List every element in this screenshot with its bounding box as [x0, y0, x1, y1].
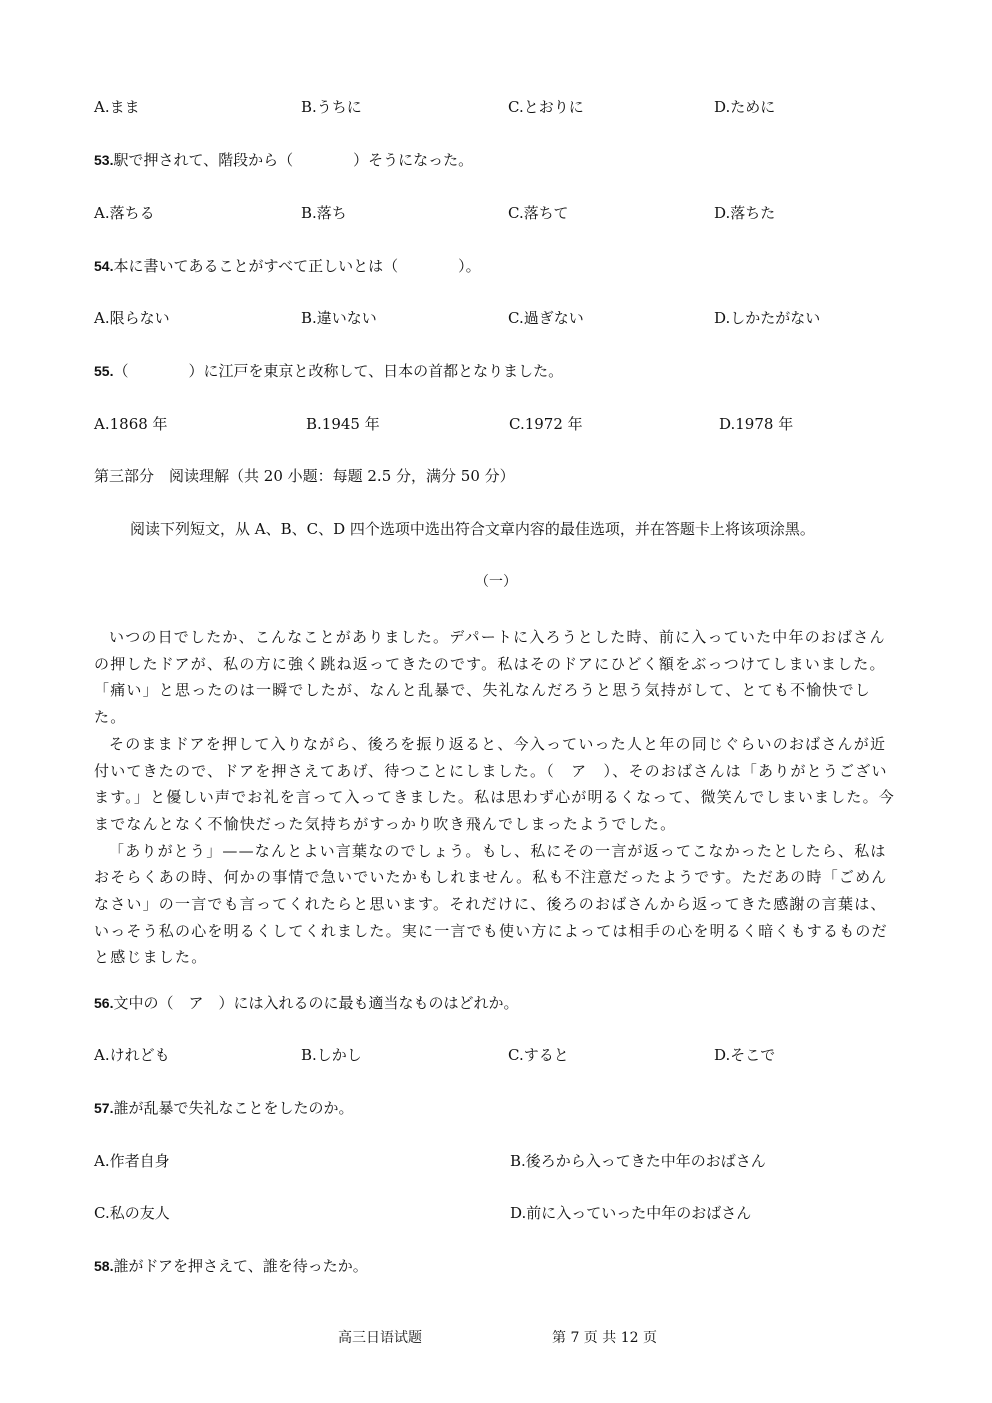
q52-option-d: D.ために [714, 98, 776, 116]
q54-option-b: B.違いない [301, 309, 377, 327]
passage-paragraph: そのままドアを押して入りながら、後ろを振り返ると、今入っていった人と年の同じぐらいのおばさんが近付いてきたので、ドアを押さえてあげ、待つことにしました。（ ア ）、そのおばさんは「ありがとうございます。」と優しい声でお礼を言って入ってきました。私は思わず心が明るくなって、微笑んでしまいました。今までなんとなく不愉快だった気持ちがすっかり吹き飛んでしまったようでした。 [94, 734, 896, 833]
section-instruction: 阅读下列短文，从 A、B、C、D 四个选项中选出符合文章内容的最佳选项，并在答题卡上将该项涂黑。 [130, 520, 815, 538]
passage-paragraph: いつの日でしたか、こんなことがありました。デパートに入ろうとした時、前に入っていた中年のおばさんの押したドアが、私の方に強く跳ね返ってきたのです。私はそのドアにひどく額をぶっつけてしまいました。「痛い」と思ったのは一瞬でしたが、なんと乱暴で、失礼なんだろうと思う気持がして、とても不愉快でした。 [94, 628, 886, 727]
q56-question: 56.文中の（ ア ）には入れるのに最も適当なものはどれか。 [94, 994, 519, 1012]
q56-option-a: A.けれども [94, 1046, 170, 1064]
q52-option-c: C.とおりに [508, 98, 584, 116]
q54-option-a: A.限らない [94, 309, 170, 327]
q56-option-c: C.すると [508, 1046, 569, 1064]
q52-option-a: A.まま [94, 98, 140, 116]
section-title: 第三部分 阅读理解（共 20 小题：每题 2.5 分，满分 50 分） [94, 467, 515, 485]
passage-label: （一） [475, 574, 517, 590]
q54-option-d: D.しかたがない [714, 309, 821, 327]
q53-option-d: D.落ちた [714, 204, 776, 222]
q57-question: 57.誰が乱暴で失礼なことをしたのか。 [94, 1099, 354, 1117]
q53-option-b: B.落ち [301, 204, 347, 222]
q55-option-d: D.1978 年 [719, 415, 794, 433]
q58-question: 58.誰がドアを押さえて、誰を待ったか。 [94, 1257, 368, 1275]
q55-option-b: B.1945 年 [306, 415, 380, 433]
footer-page-number: 第 7 页 共 12 页 [552, 1330, 657, 1346]
q52-option-b: B.うちに [301, 98, 362, 116]
q55-option-c: C.1972 年 [509, 415, 583, 433]
reading-passage [94, 624, 898, 971]
q54-question: 54.本に書いてあることがすべて正しいとは（ ）。 [94, 257, 481, 275]
q57-option-a: A.作者自身 [94, 1152, 170, 1170]
q57-option-c: C.私の友人 [94, 1204, 170, 1222]
q53-option-c: C.落ちて [508, 204, 569, 222]
q54-option-c: C.過ぎない [508, 309, 584, 327]
q53-question: 53.駅で押されて、階段から（ ）そうになった。 [94, 151, 474, 169]
q57-option-d: D.前に入っていった中年のおばさん [510, 1204, 752, 1222]
q56-option-b: B.しかし [301, 1046, 362, 1064]
q56-option-d: D.そこで [714, 1046, 776, 1064]
passage-paragraph: 「ありがとう」——なんとよい言葉なのでしょう。もし、私にその一言が返ってこなかったとしたら、私はおそらくあの時、何かの事情で急いでいたかもしれません。私も不注意だったようです。ただあの時「ごめんなさい」の一言でも言ってくれたらと思います。それだけに、後ろのおばさんから返ってきた感謝の言葉は、いっそう私の心を明るくしてくれました。実に一言でも使い方によっては相手の心を明るく暗くもするものだと感じました。 [94, 841, 888, 967]
q55-question: 55.（ ）に江戸を東京と改称して、日本の首都となりました。 [94, 362, 564, 380]
footer-title: 高三日语试题 [338, 1330, 422, 1346]
q57-option-b: B.後ろから入ってきた中年のおばさん [510, 1152, 766, 1170]
q55-option-a: A.1868 年 [94, 415, 168, 433]
q53-option-a: A.落ちる [94, 204, 155, 222]
